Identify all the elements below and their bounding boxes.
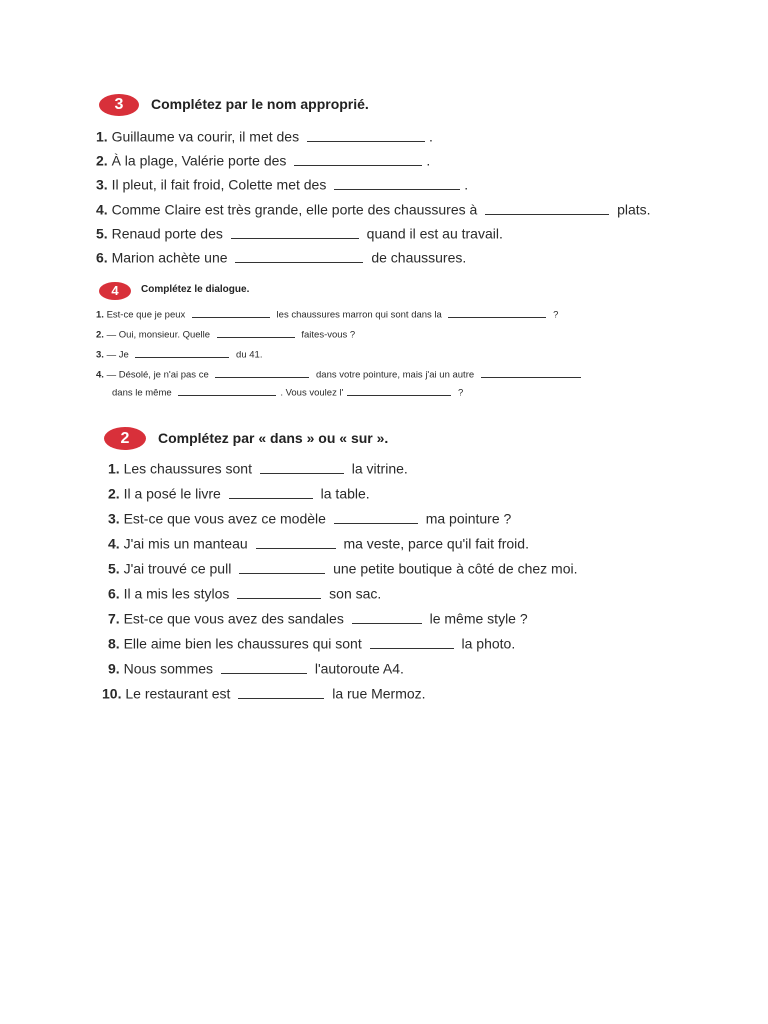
answer-blank[interactable]: [237, 585, 321, 599]
item-text: .: [464, 176, 469, 193]
item-text: Le restaurant est: [125, 685, 231, 702]
item-text: Il pleut, il fait froid, Colette met des: [111, 176, 327, 193]
item-text: Il a mis les stylos: [123, 585, 230, 602]
dialogue-line: [96, 328, 355, 341]
item-number: 2.: [96, 329, 104, 341]
answer-blank[interactable]: [221, 660, 307, 674]
item-text: la vitrine.: [351, 460, 408, 477]
item-text: — Désolé, je n'ai pas ce: [106, 369, 209, 381]
exercise-item: [108, 560, 578, 577]
item-text: Renaud porte des: [111, 225, 223, 242]
item-number: 7.: [108, 610, 120, 627]
item-text: le même style ?: [429, 610, 528, 627]
exercise-title: Complétez par « dans » ou « sur ».: [158, 430, 389, 446]
answer-blank[interactable]: [347, 386, 451, 396]
answer-blank[interactable]: [334, 176, 460, 190]
item-number: 3.: [108, 510, 120, 527]
answer-blank[interactable]: [135, 348, 229, 358]
item-text: Est-ce que vous avez des sandales: [123, 610, 344, 627]
exercise-item: [108, 610, 528, 627]
item-text: ma pointure ?: [425, 510, 512, 527]
answer-blank[interactable]: [239, 560, 325, 574]
item-text: ?: [553, 309, 559, 321]
item-text: Il a posé le livre: [123, 485, 221, 502]
item-text: faites-vous ?: [301, 329, 356, 341]
answer-blank[interactable]: [217, 328, 295, 338]
item-text: les chaussures marron qui sont dans la: [276, 309, 442, 321]
item-number: 10.: [102, 685, 122, 702]
exercise-item: [96, 128, 433, 145]
item-text: Elle aime bien les chaussures qui sont: [123, 635, 362, 652]
item-text: Est-ce que vous avez ce modèle: [123, 510, 326, 527]
item-number: 3.: [96, 176, 108, 193]
answer-blank[interactable]: [334, 510, 418, 524]
item-number: 3.: [96, 349, 104, 361]
answer-blank[interactable]: [485, 201, 609, 215]
item-text: la photo.: [461, 635, 516, 652]
dialogue-line: [112, 386, 463, 399]
item-text: À la plage, Valérie porte des: [111, 152, 287, 169]
exercise-item: [96, 225, 503, 242]
answer-blank[interactable]: [215, 368, 309, 378]
item-number: 5.: [96, 225, 108, 242]
item-text: dans le même: [112, 387, 172, 399]
dialogue-line: [96, 348, 262, 361]
exercise-title: Complétez par le nom approprié.: [151, 96, 369, 112]
dialogue-line: [96, 368, 585, 381]
exercise-item: [108, 635, 515, 652]
item-text: l'autoroute A4.: [314, 660, 404, 677]
item-text: J'ai trouvé ce pull: [123, 560, 232, 577]
item-text: la table.: [320, 485, 370, 502]
answer-blank[interactable]: [294, 152, 422, 166]
answer-blank[interactable]: [481, 368, 581, 378]
exercise-item: [108, 460, 408, 477]
item-text: Les chaussures sont: [123, 460, 252, 477]
answer-blank[interactable]: [307, 128, 425, 142]
item-text: Comme Claire est très grande, elle porte des chaussures à: [111, 201, 478, 218]
item-text: . Vous voulez l': [280, 387, 344, 399]
exercise-item: [96, 176, 468, 193]
exercise-item: [108, 585, 381, 602]
item-number: 4.: [96, 201, 108, 218]
answer-blank[interactable]: [229, 485, 313, 499]
item-number: 5.: [108, 560, 120, 577]
answer-blank[interactable]: [178, 386, 276, 396]
item-number: 6.: [96, 249, 108, 266]
item-text: la rue Mermoz.: [332, 685, 426, 702]
exercise-item: [96, 152, 430, 169]
item-text: du 41.: [236, 349, 263, 361]
answer-blank[interactable]: [192, 308, 270, 318]
answer-blank[interactable]: [231, 225, 359, 239]
item-text: son sac.: [329, 585, 382, 602]
item-text: Marion achète une: [111, 249, 228, 266]
answer-blank[interactable]: [448, 308, 546, 318]
exercise-item: [96, 201, 651, 218]
exercise-item: [108, 660, 404, 677]
item-number: 2.: [96, 152, 108, 169]
item-text: une petite boutique à côté de chez moi.: [333, 560, 578, 577]
answer-blank[interactable]: [256, 535, 336, 549]
item-text: quand il est au travail.: [366, 225, 503, 242]
exercise-item: [108, 535, 529, 552]
item-text: .: [426, 152, 431, 169]
exercise-number-badge: 4: [99, 282, 131, 300]
answer-blank[interactable]: [238, 685, 324, 699]
exercise-item: [108, 485, 370, 502]
item-text: de chaussures.: [371, 249, 467, 266]
item-number: 4.: [108, 535, 120, 552]
exercise-title: Complétez le dialogue.: [141, 284, 250, 295]
answer-blank[interactable]: [352, 610, 422, 624]
exercise-number-badge: 2: [104, 427, 146, 450]
item-text: Est-ce que je peux: [106, 309, 186, 321]
item-text: Nous sommes: [123, 660, 214, 677]
item-number: 1.: [108, 460, 120, 477]
answer-blank[interactable]: [235, 249, 363, 263]
item-text: .: [429, 128, 433, 145]
answer-blank[interactable]: [370, 635, 454, 649]
item-number: 4.: [96, 369, 104, 381]
item-text: plats.: [617, 201, 651, 218]
answer-blank[interactable]: [260, 460, 344, 474]
exercise-item: [102, 685, 426, 702]
exercise-item: [108, 510, 511, 527]
exercise-number-badge: 3: [99, 94, 139, 116]
item-text: ma veste, parce qu'il fait froid.: [343, 535, 529, 552]
item-text: — Je: [106, 349, 129, 361]
item-number: 6.: [108, 585, 120, 602]
item-text: — Oui, monsieur. Quelle: [106, 329, 211, 341]
item-number: 8.: [108, 635, 120, 652]
item-number: 2.: [108, 485, 120, 502]
item-text: dans votre pointure, mais j'ai un autre: [316, 369, 475, 381]
exercise-item: [96, 249, 466, 266]
item-number: 1.: [96, 309, 104, 321]
item-text: ?: [458, 387, 464, 399]
item-text: J'ai mis un manteau: [123, 535, 248, 552]
dialogue-line: [96, 308, 558, 321]
item-number: 9.: [108, 660, 120, 677]
item-number: 1.: [96, 128, 108, 145]
item-text: Guillaume va courir, il met des: [111, 128, 300, 145]
